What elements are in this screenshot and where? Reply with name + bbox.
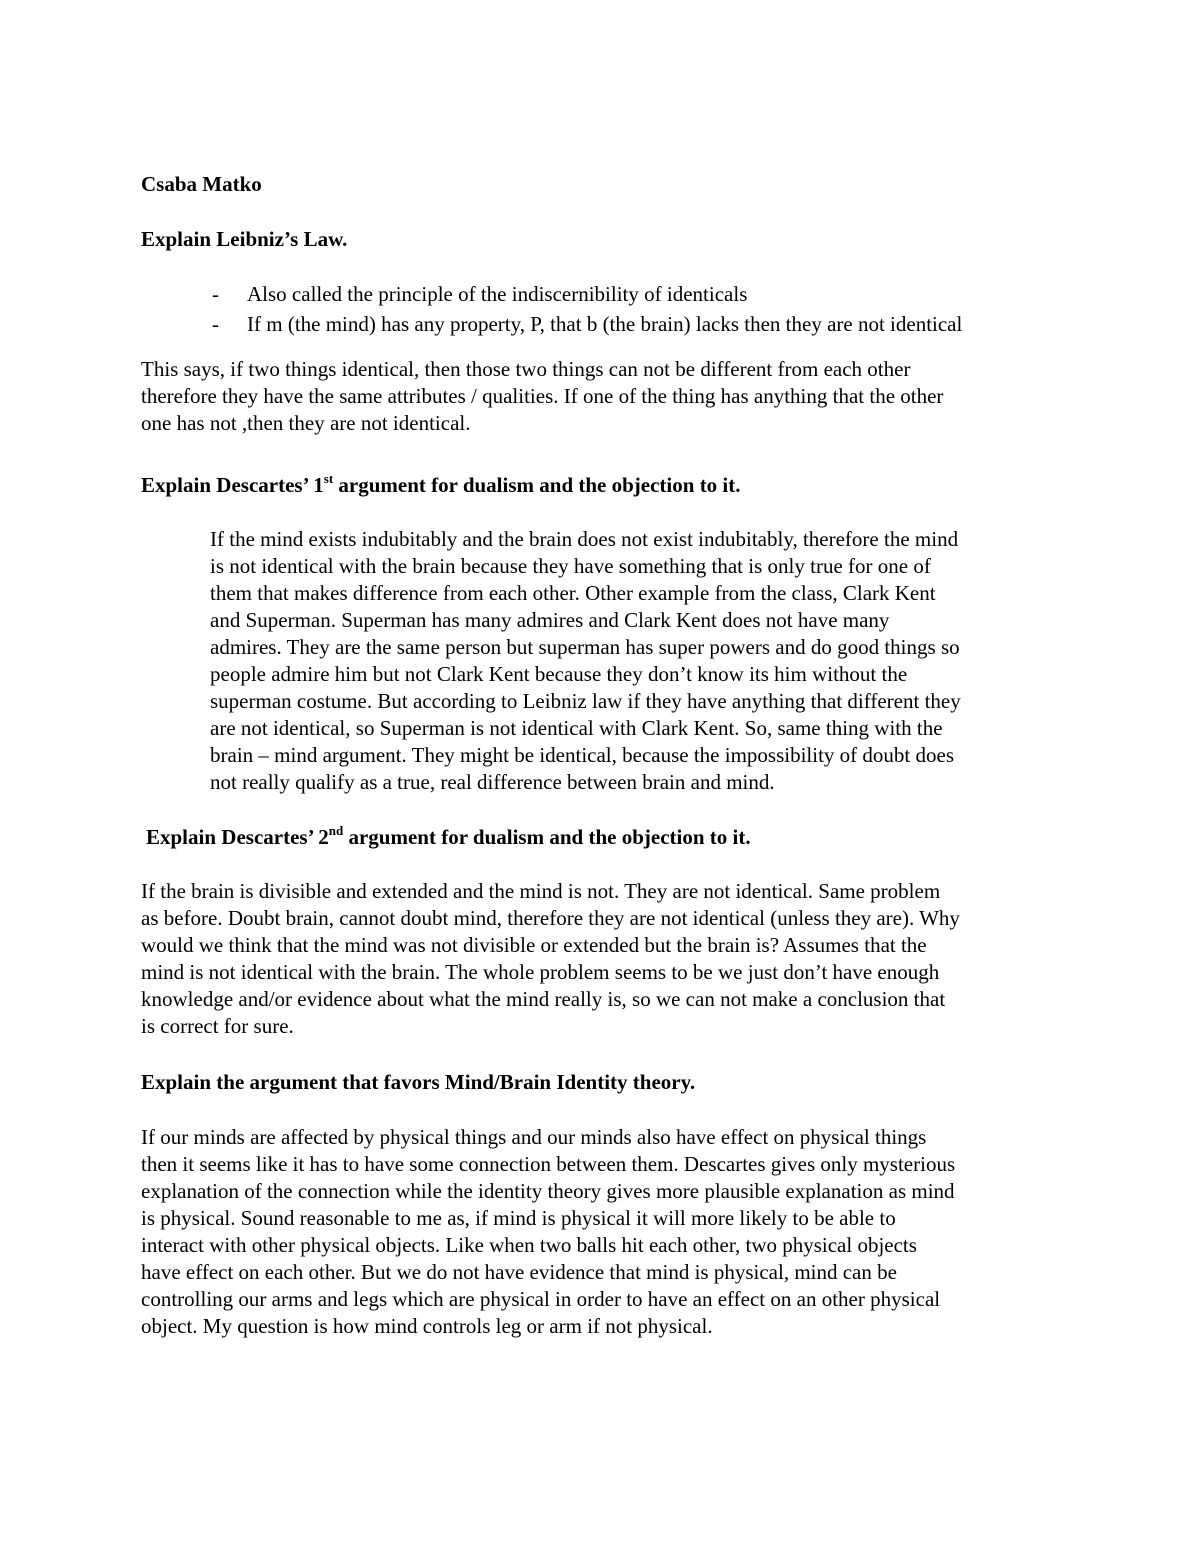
- text-line: knowledge and/or evidence about what the mind really is, so we can not make a conclusion that: [141, 987, 946, 1011]
- text-line: explanation of the connection while the identity theory gives more plausible explanation as mind: [141, 1179, 955, 1203]
- bullet-marker: -: [212, 312, 219, 336]
- text-line: would we think that the mind was not divisible or extended but the brain is? Assumes that the: [141, 933, 927, 957]
- text-line: then it seems like it has to have some connection between them. Descartes gives only mysterious: [141, 1152, 956, 1176]
- text-line: brain – mind argument. They might be identical, because the impossibility of doubt does: [210, 743, 955, 767]
- text-line: is physical. Sound reasonable to me as, if mind is physical it will more likely to be able to: [141, 1206, 896, 1230]
- text-line: as before. Doubt brain, cannot doubt mind, therefore they are not identical (unless they are). Why: [141, 906, 960, 930]
- text-line: therefore they have the same attributes / qualities. If one of the thing has anything that the other: [141, 384, 944, 408]
- heading-identity-theory: Explain the argument that favors Mind/Brain Identity theory.: [141, 1070, 696, 1094]
- descartes-second-argument-paragraph: [141, 878, 1066, 1040]
- text-line: not really qualify as a true, real difference between brain and mind.: [210, 770, 775, 794]
- text-line: have effect on each other. But we do not have evidence that mind is physical, mind can be: [141, 1260, 897, 1284]
- text-line: If the mind exists indubitably and the brain does not exist indubitably, therefore the mind: [210, 527, 959, 551]
- text-line: superman costume. But according to Leibniz law if they have anything that different they: [210, 689, 961, 713]
- text-line: This says, if two things identical, then those two things can not be different from each other: [141, 357, 911, 381]
- heading-descartes-first-argument: Explain Descartes’ 1st argument for dualism and the objection to it.: [141, 471, 741, 497]
- list-item: [141, 281, 1101, 311]
- text-line: is correct for sure.: [141, 1014, 294, 1038]
- text-line: is not identical with the brain because they have something that is only true for one of: [210, 554, 931, 578]
- text-line: interact with other physical objects. Like when two balls hit each other, two physical objects: [141, 1233, 917, 1257]
- heading-leibniz-law: Explain Leibniz’s Law.: [141, 227, 348, 251]
- bullet-text: If m (the mind) has any property, P, that b (the brain) lacks then they are not identical: [247, 312, 963, 336]
- text-line: admires. They are the same person but superman has super powers and do good things so: [210, 635, 960, 659]
- text-line: controlling our arms and legs which are physical in order to have an effect on an other physical: [141, 1287, 941, 1311]
- text-line: mind is not identical with the brain. The whole problem seems to be we just don’t have enough: [141, 960, 940, 984]
- text-line: If our minds are affected by physical things and our minds also have effect on physical things: [141, 1125, 927, 1149]
- author-name: Csaba Matko: [141, 172, 262, 196]
- text-line: If the brain is divisible and extended and the mind is not. They are not identical. Same problem: [141, 879, 941, 903]
- leibniz-bullet-list: [141, 281, 1101, 341]
- text-line: one has not ,then they are not identical.: [141, 411, 471, 435]
- text-line: object. My question is how mind controls leg or arm if not physical.: [141, 1314, 713, 1338]
- text-line: them that makes difference from each other. Other example from the class, Clark Kent: [210, 581, 936, 605]
- identity-theory-paragraph: [141, 1124, 1071, 1340]
- ordinal-suffix: nd: [328, 823, 344, 838]
- bullet-marker: -: [212, 282, 219, 306]
- heading-descartes-second-argument: Explain Descartes’ 2nd argument for dualism and the objection to it.: [146, 823, 751, 849]
- text-line: and Superman. Superman has many admires and Clark Kent does not have many: [210, 608, 890, 632]
- ordinal-suffix: st: [323, 471, 334, 486]
- text-line: are not identical, so Superman is not identical with Clark Kent. So, same thing with the: [210, 716, 943, 740]
- bullet-text: Also called the principle of the indiscernibility of identicals: [247, 282, 748, 306]
- leibniz-explanation-paragraph: [141, 356, 1081, 437]
- text-line: people admire him but not Clark Kent because they don’t know its him without the: [210, 662, 908, 686]
- descartes-first-argument-paragraph: [210, 526, 1060, 796]
- list-item: [141, 311, 1101, 341]
